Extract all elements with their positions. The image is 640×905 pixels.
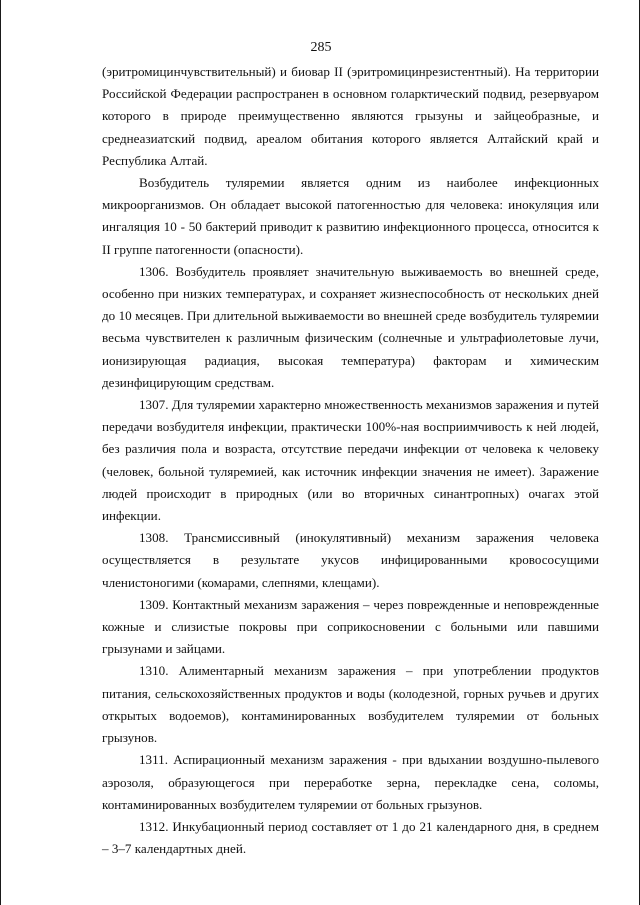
paragraph-1308: 1308. Трансмиссивный (инокулятивный) механизм заражения человека осуществляется в результате укусов инфицированными кровососущими членистоногими (комарами, слепнями, клещами). [102, 530, 599, 590]
paragraph-1306: 1306. Возбудитель проявляет значительную выживаемость во внешней среде, особенно при низких температурах, и сохраняет жизнеспособность от нескольких дней до 10 месяцев. При длительной выживаемости во внешней среде возбудитель туляремии весьма чувствителен к различным физическим (солнечные и ультрафиолетовые лучи, ионизирующая радиация, высокая температура) факторам и химическим дезинфицирующим средствам. [102, 263, 599, 390]
paragraph-1310: 1310. Алиментарный механизм заражения – при употреблении продуктов питания, сельскохозяйственных продуктов и воды (колодезной, горных ручьев и других открытых водоемов), контаминированных возбудителем туляремии от больных грызунов. [102, 663, 599, 746]
page-number: 285 [310, 40, 332, 55]
paragraph-pathogenicity: Возбудитель туляремии является одним из наиболее инфекционных микроорганизмов. Он обладает высокой патогенностью для человека: инокуляция или ингаляция 10 - 50 бактерий приводит к развитию инфекционного процесса, относится к II группе патогенности (опасности). [102, 175, 599, 257]
paragraph-continuation: (эритромицинчувствительный) и биовар II (эритромицинрезистентный). На территории Российской Федерации распространен в основном голарктический подвид, резервуаром которого в природе преимущественно являются грызуны и зайцеобразные, и среднеазиатский подвид, ареалом обитания которого является Алтайский край и Республика Алтай. [102, 64, 599, 168]
paragraph-1311: 1311. Аспирационный механизм заражения - при вдыхании воздушно-пылевого аэрозоля, образующегося при переработке зерна, перекладке сена, соломы, контаминированных возбудителем туляремии от больных грызунов. [102, 752, 599, 812]
paragraph-1312: 1312. Инкубационный период составляет от 1 до 21 календарного дня, в среднем – 3–7 календартных дней. [102, 818, 599, 857]
document-body [102, 61, 599, 860]
paragraph-1309: 1309. Контактный механизм заражения – через поврежденные и неповрежденные кожные и слизистые покровы при соприкосновении с больными или павшими грызунами и зайцами. [102, 596, 599, 657]
paragraph-1307: 1307. Для туляремии характерно множественность механизмов заражения и путей передачи возбудителя инфекции, практически 100%-ная восприимчивость к ней людей, без различия пола и возраста, отсутствие передачи инфекции от человека к человеку (человек, больной туляремией, как источник инфекции значения не имеет). Заражение людей происходит в природных (или во вторичных синантропных) очагах этой инфекции. [102, 397, 599, 524]
